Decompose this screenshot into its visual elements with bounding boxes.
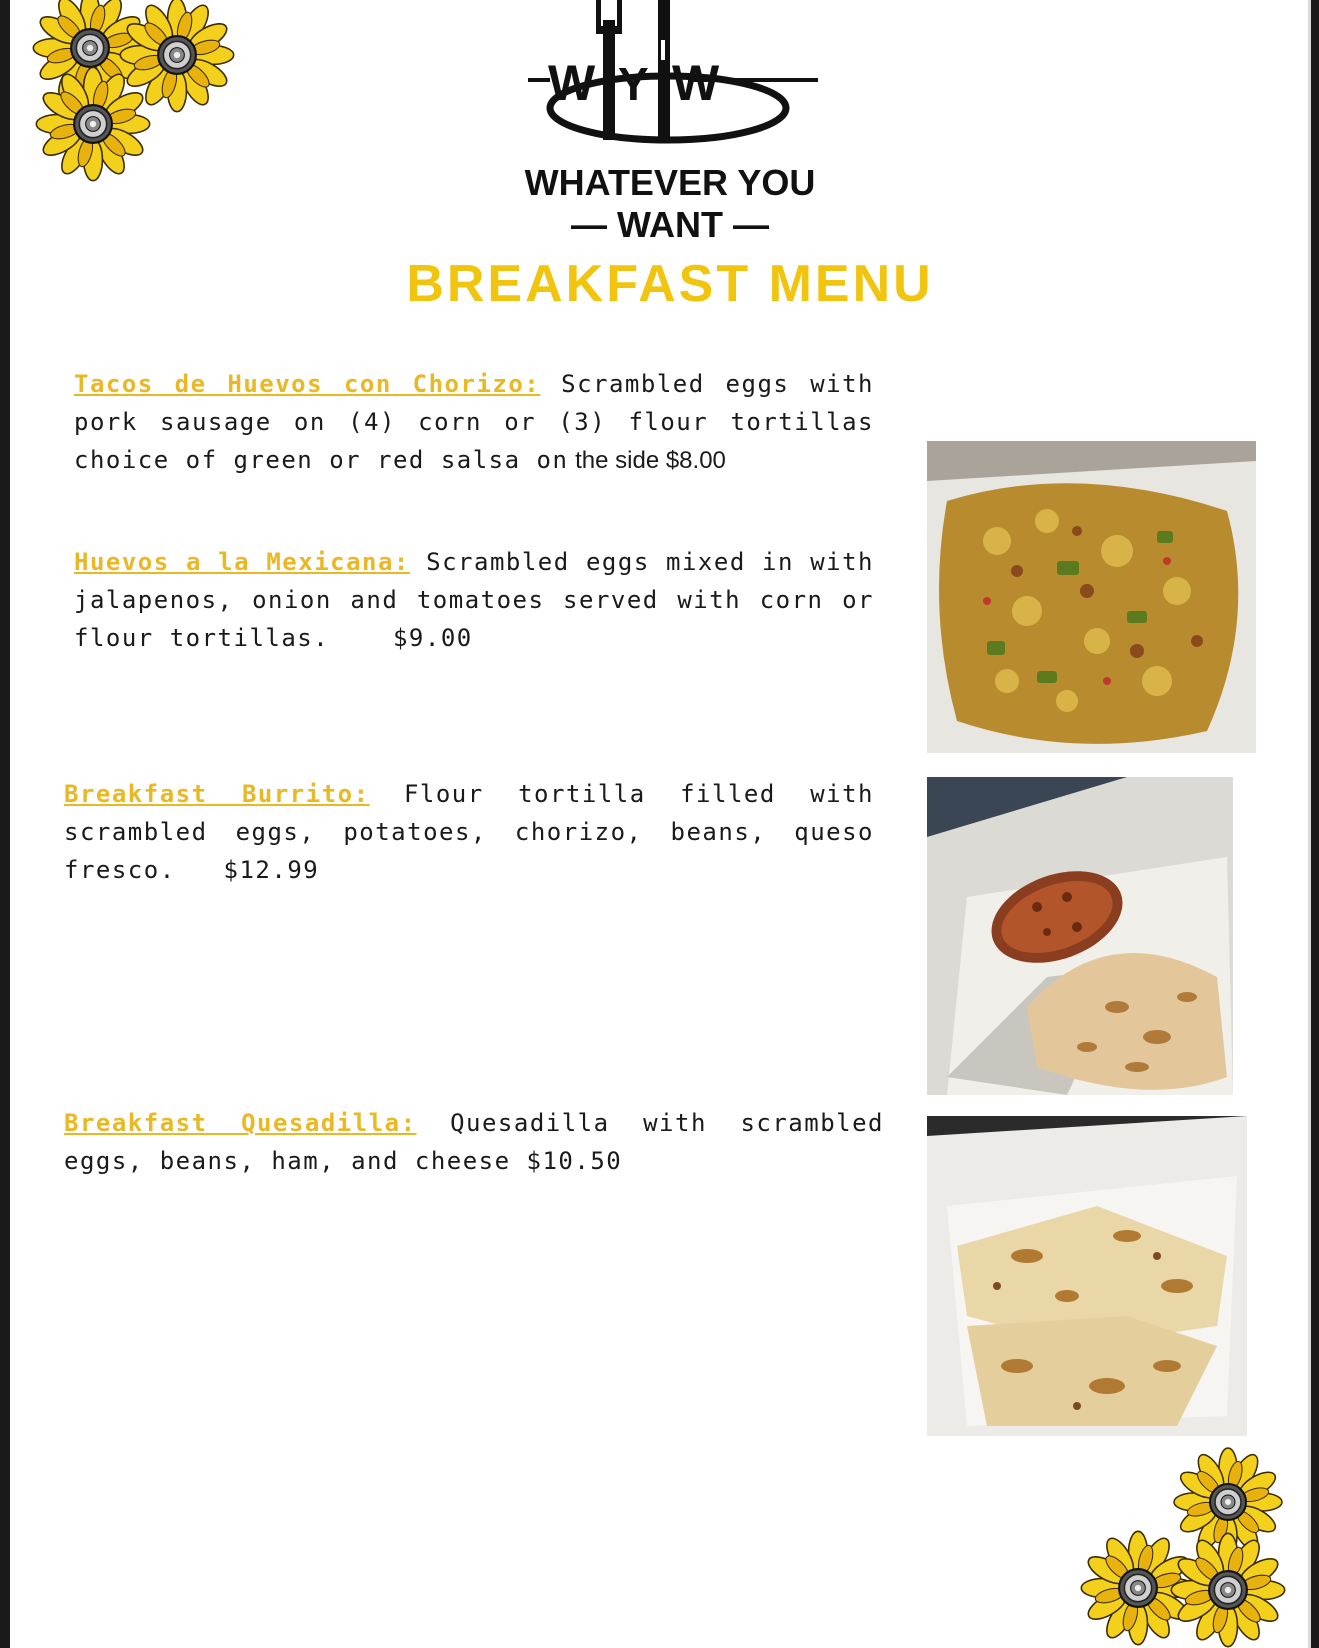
item-description: Scrambled eggs with pork sausage on (4) corn or (3) flour tortillas choice of green or red salsa on bbox=[74, 370, 875, 474]
photo-quesadilla bbox=[927, 1116, 1247, 1436]
menu-item-breakfast-burrito bbox=[64, 775, 874, 889]
item-description: Quesadilla with scrambled eggs, beans, ham, and cheese $10.50 bbox=[64, 1109, 884, 1175]
wyw-logo bbox=[520, 0, 820, 150]
item-name: Tacos de Huevos con Chorizo: bbox=[74, 370, 541, 398]
item-price: the side $8.00 bbox=[568, 447, 726, 474]
svg-text:W: W bbox=[548, 55, 596, 111]
menu-item-tacos bbox=[74, 365, 874, 480]
photo-burrito bbox=[927, 777, 1233, 1095]
item-name: Breakfast Quesadilla: bbox=[64, 1109, 417, 1137]
item-name: Breakfast Burrito: bbox=[64, 780, 370, 808]
item-price: $12.99 bbox=[223, 856, 320, 884]
item-name: Huevos a la Mexicana: bbox=[74, 548, 410, 576]
photo-huevos bbox=[927, 441, 1256, 753]
left-frame-border bbox=[0, 0, 10, 1648]
menu-title: BREAKFAST MENU bbox=[406, 255, 934, 313]
sunflower-bottom-right-icon bbox=[1070, 1440, 1305, 1648]
item-description: Scrambled eggs mixed in with jalapenos, onion and tomatoes served with corn or flour tortillas. bbox=[74, 548, 874, 652]
brand-name-line2: — WANT — bbox=[571, 204, 769, 245]
item-description: Flour tortilla filled with scrambled eggs, potatoes, chorizo, beans, queso fresco. bbox=[64, 780, 874, 884]
brand-name-line1: WHATEVER YOU bbox=[524, 162, 816, 203]
svg-text:W: W bbox=[672, 55, 720, 111]
item-price: $9.00 bbox=[392, 624, 473, 652]
svg-text:Y: Y bbox=[618, 58, 649, 110]
menu-item-huevos-mexicana bbox=[74, 543, 874, 657]
right-frame-border bbox=[1311, 0, 1319, 1648]
sunflower-top-left-icon bbox=[15, 0, 245, 200]
menu-item-breakfast-quesadilla bbox=[64, 1104, 884, 1180]
